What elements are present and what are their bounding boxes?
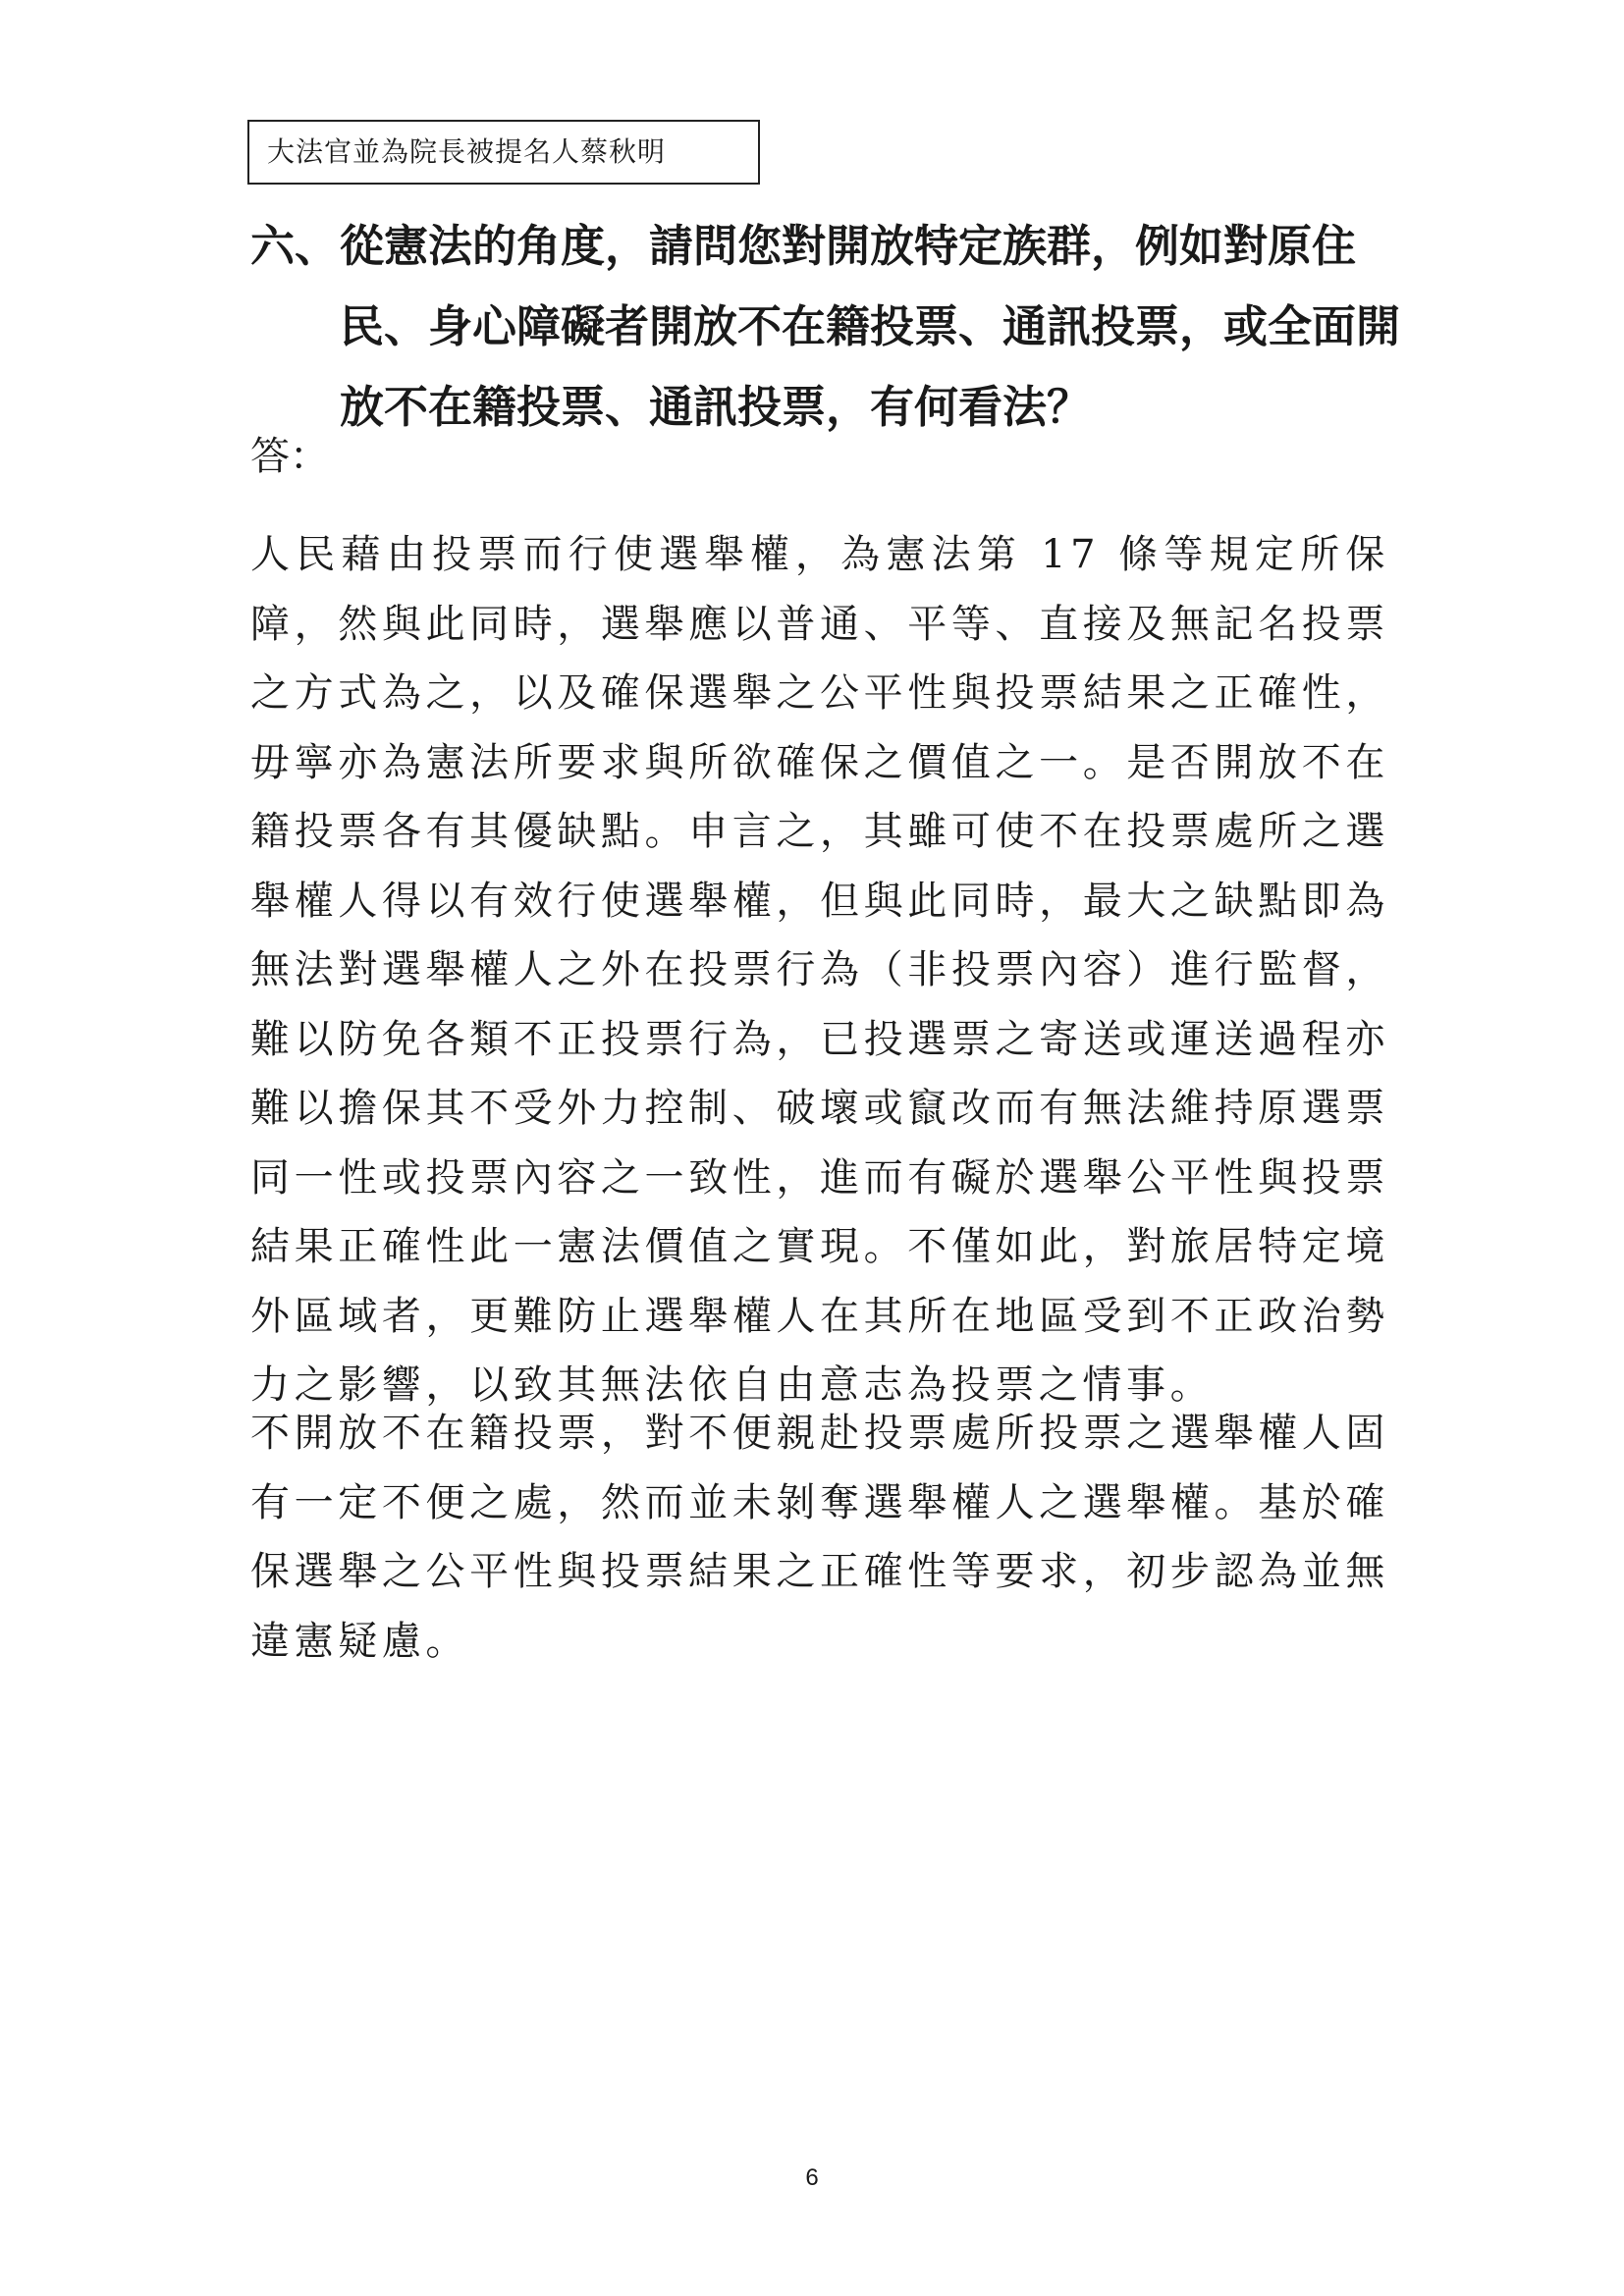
question-text: 從憲法的角度，請問您對開放特定族群，例如對原住民、身心障礙者開放不在籍投票、通訊投票，或全面開放不在籍投票、通訊投票，有何看法？ bbox=[340, 220, 1401, 433]
question-number: 六、 bbox=[250, 220, 340, 272]
page-number: 6 bbox=[805, 2164, 819, 2191]
answer-paragraph-1: 人民藉由投票而行使選舉權，為憲法第 17 條等規定所保障，然與此同時，選舉應以普通、平等、直接及無記名投票之方式為之，以及確保選舉之公平性與投票結果之正確性，毋寧亦為憲法所要求與所欲確保之價值之一。是否開放不在籍投票各有其優缺點。申言之，其雖可使不在投票處所之選舉權人得以有效行使選舉權，但與此同時，最大之缺點即為無法對選舉權人之外在投票行為（非投票內容）進行監督，難以防免各類不正投票行為，已投選票之寄送或運送過程亦難以擔保其不受外力控制、破壞或竄改而有無法維持原選票同一性或投票內容之一致性，進而有礙於選舉公平性與投票結果正確性此一憲法價值之實現。不僅如此，對旅居特定境外區域者，更難防止選舉權人在其所在地區受到不正政治勢力之影響，以致其無法依自由意志為投票之情事。 bbox=[250, 532, 1389, 1408]
nominee-header-box bbox=[247, 120, 760, 185]
answer-paragraph-2: 不開放不在籍投票，對不便親赴投票處所投票之選舉權人固有一定不便之處，然而並未剝奪選舉權人之選舉權。基於確保選舉之公平性與投票結果之正確性等要求，初步認為並無違憲疑慮。 bbox=[250, 1411, 1389, 1664]
answer-label: 答： bbox=[250, 434, 329, 479]
nominee-header-label: 大法官並為院長被提名人蔡秋明 bbox=[267, 135, 667, 168]
question-heading bbox=[250, 206, 1409, 448]
